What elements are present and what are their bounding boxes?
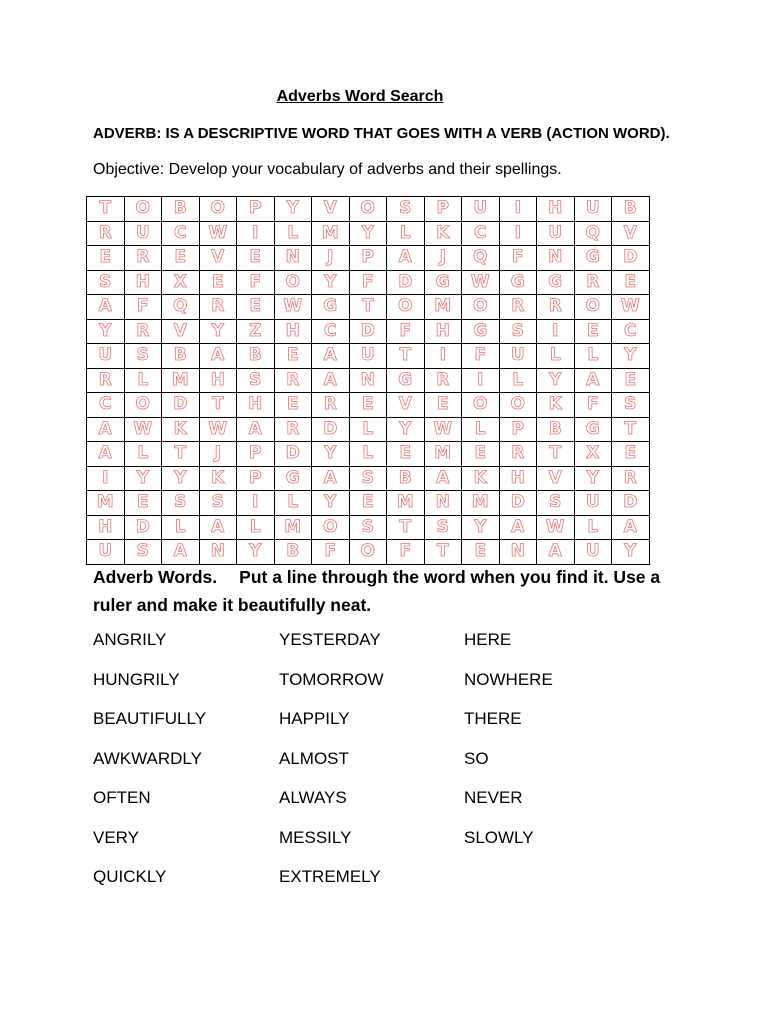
grid-cell: U (87, 540, 125, 565)
grid-cell: L (237, 515, 275, 540)
grid-cell: E (124, 491, 162, 516)
grid-cell: V (387, 393, 425, 418)
grid-cell: N (199, 540, 237, 565)
grid-cell: I (537, 319, 575, 344)
grid-cell: A (162, 540, 200, 565)
grid-cell: F (462, 344, 500, 369)
grid-cell: C (462, 221, 500, 246)
grid-cell: E (87, 246, 125, 271)
grid-cell: O (349, 540, 387, 565)
grid-cell: G (274, 466, 312, 491)
grid-cell: U (537, 221, 575, 246)
grid-cell: E (612, 442, 650, 467)
word-item: OFTEN (93, 788, 151, 807)
word-item: ALWAYS (279, 788, 347, 807)
grid-cell: J (199, 442, 237, 467)
grid-cell: E (612, 270, 650, 295)
grid-row (87, 540, 650, 565)
word-list-row (93, 788, 693, 828)
grid-cell: S (349, 515, 387, 540)
grid-row (87, 319, 650, 344)
grid-cell: K (537, 393, 575, 418)
grid-cell: W (124, 417, 162, 442)
grid-cell: S (124, 540, 162, 565)
grid-cell: O (274, 270, 312, 295)
grid-cell: R (574, 270, 612, 295)
grid-cell: A (237, 417, 275, 442)
grid-cell: N (424, 491, 462, 516)
grid-cell: A (199, 515, 237, 540)
grid-row (87, 442, 650, 467)
grid-cell: U (462, 197, 500, 222)
grid-cell: A (312, 368, 350, 393)
word-item: BEAUTIFULLY (93, 709, 207, 728)
grid-cell: M (162, 368, 200, 393)
grid-cell: J (312, 246, 350, 271)
grid-cell: T (612, 417, 650, 442)
adverb-definition: ADVERB: IS A DESCRIPTIVE WORD THAT GOES WITH A VERB (ACTION WORD). (93, 125, 670, 142)
grid-cell: A (312, 466, 350, 491)
grid-cell: D (387, 270, 425, 295)
grid-cell: T (87, 197, 125, 222)
grid-cell: L (349, 442, 387, 467)
grid-cell: H (87, 515, 125, 540)
grid-cell: O (312, 515, 350, 540)
grid-cell: V (312, 197, 350, 222)
grid-cell: Y (162, 466, 200, 491)
grid-cell: Q (574, 221, 612, 246)
grid-cell: B (387, 466, 425, 491)
grid-row (87, 221, 650, 246)
grid-cell: G (312, 295, 350, 320)
grid-cell: Y (462, 515, 500, 540)
grid-cell: A (87, 295, 125, 320)
grid-cell: W (537, 515, 575, 540)
grid-cell: E (612, 368, 650, 393)
grid-cell: R (124, 319, 162, 344)
grid-cell: G (537, 270, 575, 295)
grid-cell: Y (274, 197, 312, 222)
grid-cell: T (387, 344, 425, 369)
grid-cell: P (424, 197, 462, 222)
grid-cell: V (612, 221, 650, 246)
grid-cell: M (424, 295, 462, 320)
grid-cell: F (124, 295, 162, 320)
grid-cell: Y (87, 319, 125, 344)
grid-row (87, 417, 650, 442)
grid-cell: S (199, 491, 237, 516)
grid-cell: L (124, 368, 162, 393)
grid-cell: F (312, 540, 350, 565)
word-item: EXTREMELY (279, 867, 381, 886)
grid-cell: Y (612, 540, 650, 565)
grid-cell: L (537, 344, 575, 369)
grid-cell: F (574, 393, 612, 418)
grid-cell: R (124, 246, 162, 271)
grid-cell: K (199, 466, 237, 491)
word-list-row (93, 867, 693, 907)
word-item: HUNGRILY (93, 669, 180, 689)
word-list-row (93, 749, 693, 789)
grid-cell: B (162, 344, 200, 369)
grid-cell: H (424, 319, 462, 344)
grid-cell: W (462, 270, 500, 295)
grid-cell: E (349, 491, 387, 516)
grid-cell: D (612, 491, 650, 516)
grid-cell: E (237, 295, 275, 320)
grid-cell: E (199, 270, 237, 295)
grid-cell: P (349, 246, 387, 271)
grid-cell: R (312, 393, 350, 418)
grid-cell: B (274, 540, 312, 565)
grid-cell: L (574, 344, 612, 369)
grid-cell: D (612, 246, 650, 271)
grid-cell: B (537, 417, 575, 442)
word-list-row (93, 709, 693, 749)
grid-cell: T (199, 393, 237, 418)
grid-cell: Y (312, 491, 350, 516)
instructions (93, 563, 693, 619)
word-item: MESSILY (279, 827, 352, 847)
grid-cell: X (162, 270, 200, 295)
grid-cell: A (612, 515, 650, 540)
grid-cell: G (574, 417, 612, 442)
grid-cell: U (124, 221, 162, 246)
grid-cell: S (87, 270, 125, 295)
page-title: Adverbs Word Search (276, 88, 444, 105)
grid-cell: A (574, 368, 612, 393)
grid-cell: S (537, 491, 575, 516)
grid-row (87, 344, 650, 369)
grid-cell: V (537, 466, 575, 491)
grid-cell: Y (312, 270, 350, 295)
grid-cell: F (349, 270, 387, 295)
grid-cell: C (162, 221, 200, 246)
grid-cell: F (237, 270, 275, 295)
grid-cell: G (574, 246, 612, 271)
grid-cell: D (349, 319, 387, 344)
grid-cell: A (87, 442, 125, 467)
grid-cell: L (274, 491, 312, 516)
objective-text: Objective: Develop your vocabulary of adverbs and their spellings. (93, 161, 562, 178)
grid-cell: T (162, 442, 200, 467)
grid-cell: S (499, 319, 537, 344)
grid-cell: L (274, 221, 312, 246)
grid-cell: W (199, 417, 237, 442)
grid-cell: F (387, 319, 425, 344)
grid-cell: R (87, 368, 125, 393)
grid-cell: L (162, 515, 200, 540)
word-item: TOMORROW (279, 669, 384, 689)
grid-cell: U (499, 344, 537, 369)
grid-cell: E (462, 540, 500, 565)
grid-cell: Q (162, 295, 200, 320)
grid-cell: R (87, 221, 125, 246)
grid-row (87, 368, 650, 393)
grid-cell: G (462, 319, 500, 344)
grid-cell: O (349, 197, 387, 222)
grid-cell: M (424, 442, 462, 467)
word-list (93, 630, 693, 907)
grid-cell: D (312, 417, 350, 442)
grid-cell: X (574, 442, 612, 467)
grid-cell: T (387, 515, 425, 540)
grid-cell: F (387, 540, 425, 565)
grid-cell: D (162, 393, 200, 418)
grid-cell: I (237, 491, 275, 516)
grid-cell: W (424, 417, 462, 442)
instructions-text: Put a line through the word when you find it. Use a ruler and make it beautifully neat. (93, 567, 661, 615)
grid-cell: M (387, 491, 425, 516)
grid-cell: E (162, 246, 200, 271)
grid-cell: O (499, 393, 537, 418)
grid-cell: U (574, 197, 612, 222)
grid-cell: A (199, 344, 237, 369)
grid-row (87, 393, 650, 418)
grid-cell: S (424, 515, 462, 540)
grid-cell: N (537, 246, 575, 271)
grid-cell: U (574, 491, 612, 516)
word-item: THERE (464, 709, 522, 728)
grid-cell: S (237, 368, 275, 393)
grid-cell: Q (462, 246, 500, 271)
grid-cell: U (87, 344, 125, 369)
grid-cell: H (199, 368, 237, 393)
word-item: YESTERDAY (279, 630, 381, 649)
grid-cell: U (349, 344, 387, 369)
word-item: NOWHERE (464, 669, 553, 689)
grid-cell: A (537, 540, 575, 565)
grid-cell: O (124, 393, 162, 418)
grid-cell: B (612, 197, 650, 222)
grid-cell: W (612, 295, 650, 320)
grid-cell: P (237, 197, 275, 222)
word-item: HAPPILY (279, 709, 350, 728)
grid-cell: S (124, 344, 162, 369)
grid-cell: S (349, 466, 387, 491)
grid-cell: Y (124, 466, 162, 491)
grid-cell: M (462, 491, 500, 516)
grid-cell: D (274, 442, 312, 467)
grid-cell: K (162, 417, 200, 442)
grid-cell: P (237, 442, 275, 467)
word-list-row (93, 630, 693, 670)
grid-cell: Y (387, 417, 425, 442)
grid-cell: A (424, 466, 462, 491)
grid-cell: L (349, 417, 387, 442)
word-item: HERE (464, 630, 512, 649)
grid-cell: C (612, 319, 650, 344)
grid-cell: Y (312, 442, 350, 467)
grid-cell: D (124, 515, 162, 540)
grid-cell: S (387, 197, 425, 222)
grid-cell: E (274, 344, 312, 369)
word-item: SO (464, 748, 489, 768)
grid-cell: E (237, 246, 275, 271)
word-search-grid (86, 196, 650, 565)
grid-cell: R (612, 466, 650, 491)
grid-cell: I (499, 221, 537, 246)
grid-cell: A (87, 417, 125, 442)
grid-cell: G (387, 368, 425, 393)
word-item: ANGRILY (93, 630, 167, 649)
grid-cell: R (199, 295, 237, 320)
grid-row (87, 270, 650, 295)
grid-cell: O (574, 295, 612, 320)
grid-cell: J (424, 246, 462, 271)
grid-cell: K (424, 221, 462, 246)
grid-cell: Y (537, 368, 575, 393)
word-item: AWKWARDLY (93, 748, 202, 768)
grid-cell: M (274, 515, 312, 540)
word-item: SLOWLY (464, 827, 534, 847)
grid-cell: M (312, 221, 350, 246)
grid-cell: V (162, 319, 200, 344)
grid-row (87, 515, 650, 540)
grid-cell: I (424, 344, 462, 369)
grid-cell: U (574, 540, 612, 565)
grid-row (87, 246, 650, 271)
grid-cell: O (462, 393, 500, 418)
grid-cell: Y (237, 540, 275, 565)
grid-cell: A (387, 246, 425, 271)
grid-cell: O (462, 295, 500, 320)
word-list-heading: Adverb Words. (93, 567, 218, 587)
grid-row (87, 295, 650, 320)
grid-cell: B (162, 197, 200, 222)
grid-cell: H (274, 319, 312, 344)
grid-cell: L (462, 417, 500, 442)
grid-cell: Y (612, 344, 650, 369)
grid-cell: Y (199, 319, 237, 344)
grid-cell: O (387, 295, 425, 320)
grid-cell: G (499, 270, 537, 295)
grid-cell: E (574, 319, 612, 344)
word-list-row (93, 670, 693, 710)
grid-cell: C (312, 319, 350, 344)
grid-cell: N (274, 246, 312, 271)
grid-cell: L (124, 442, 162, 467)
grid-cell: E (387, 442, 425, 467)
grid-cell: N (349, 368, 387, 393)
grid-cell: F (499, 246, 537, 271)
grid-cell: W (199, 221, 237, 246)
grid-cell: C (87, 393, 125, 418)
word-item: NEVER (464, 788, 523, 807)
grid-cell: T (537, 442, 575, 467)
grid-cell: S (162, 491, 200, 516)
grid-cell: Y (574, 466, 612, 491)
grid-row (87, 197, 650, 222)
grid-cell: L (499, 368, 537, 393)
grid-cell: L (387, 221, 425, 246)
grid-cell: B (237, 344, 275, 369)
grid-cell: A (312, 344, 350, 369)
grid-cell: E (274, 393, 312, 418)
grid-cell: R (274, 368, 312, 393)
grid-cell: S (612, 393, 650, 418)
grid-cell: Z (237, 319, 275, 344)
grid-cell: H (237, 393, 275, 418)
grid-cell: R (274, 417, 312, 442)
grid-cell: W (274, 295, 312, 320)
grid-cell: V (199, 246, 237, 271)
grid-cell: R (424, 368, 462, 393)
grid-cell: I (462, 368, 500, 393)
word-item: VERY (93, 827, 139, 847)
grid-cell: N (499, 540, 537, 565)
grid-cell: P (237, 466, 275, 491)
grid-cell: I (499, 197, 537, 222)
grid-cell: A (499, 515, 537, 540)
grid-cell: I (87, 466, 125, 491)
grid-cell: H (124, 270, 162, 295)
grid-cell: D (499, 491, 537, 516)
grid-cell: Y (349, 221, 387, 246)
grid-cell: R (537, 295, 575, 320)
word-item: ALMOST (279, 748, 349, 768)
grid-cell: T (424, 540, 462, 565)
grid-cell: H (537, 197, 575, 222)
grid-cell: P (499, 417, 537, 442)
grid-cell: L (574, 515, 612, 540)
grid-cell: K (462, 466, 500, 491)
grid-cell: T (349, 295, 387, 320)
grid-cell: H (499, 466, 537, 491)
grid-cell: M (87, 491, 125, 516)
grid-cell: R (499, 295, 537, 320)
grid-cell: O (199, 197, 237, 222)
grid-row (87, 466, 650, 491)
grid-row (87, 491, 650, 516)
grid-cell: E (424, 393, 462, 418)
word-item: QUICKLY (93, 867, 167, 886)
grid-cell: R (499, 442, 537, 467)
grid-cell: G (424, 270, 462, 295)
grid-cell: I (237, 221, 275, 246)
grid-cell: O (124, 197, 162, 222)
grid-cell: E (349, 393, 387, 418)
word-list-row (93, 828, 693, 868)
grid-cell: E (462, 442, 500, 467)
